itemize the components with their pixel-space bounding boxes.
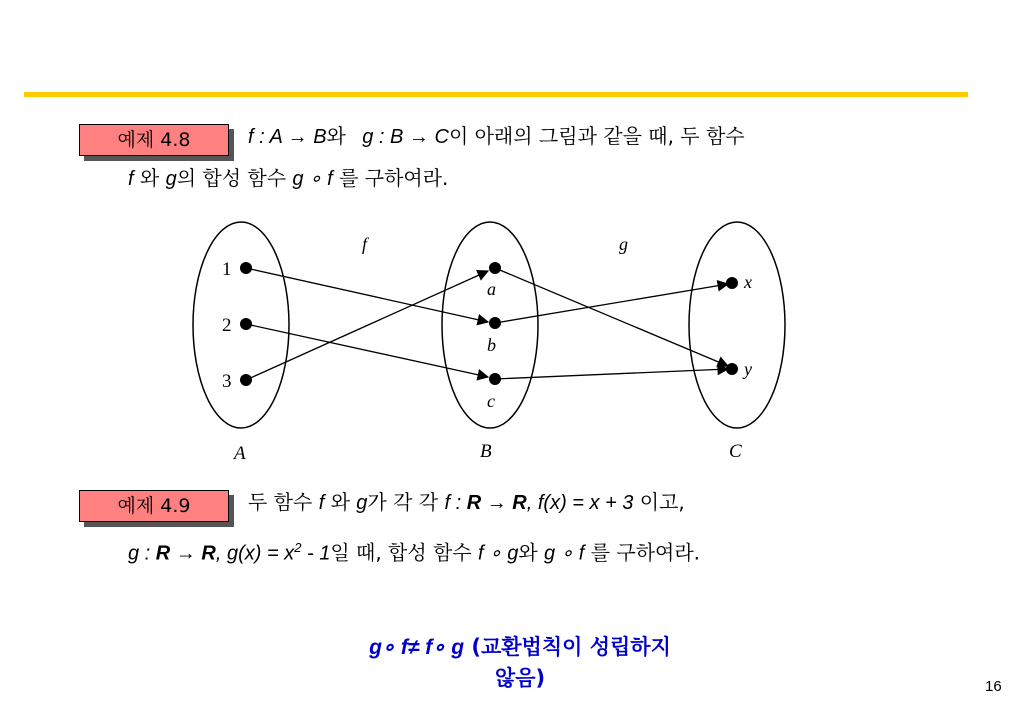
line-2-end: 를 구하여라. — [584, 540, 701, 565]
particle: 와 — [133, 166, 166, 190]
line-2-end: 를 구하여라. — [332, 166, 449, 190]
elem-y: y — [744, 359, 752, 379]
f-symbol: f — [318, 492, 325, 514]
particle: 와 — [324, 490, 357, 514]
note-math: g∘ f≠ f∘ g — [369, 636, 465, 659]
particle: 와 — [518, 540, 545, 565]
elem-x: x — [744, 272, 752, 292]
f-definition: , f(x) = x + 3 — [526, 492, 634, 514]
elem-b: b — [487, 335, 496, 355]
f-mapping: f : A → B — [248, 126, 327, 148]
dot-2 — [240, 318, 252, 330]
arrow-symbol: → — [170, 542, 202, 565]
reals-symbol: R — [512, 492, 527, 514]
dot-a — [489, 262, 501, 274]
exponent: 2 — [294, 540, 302, 555]
badge-label: 예제 4.8 — [79, 124, 229, 156]
elem-a: a — [487, 279, 496, 299]
note-line-2: 않음) — [494, 666, 546, 690]
set-a-label: A — [234, 443, 246, 464]
dot-y — [726, 363, 738, 375]
func-f-label: f — [362, 234, 368, 254]
elem-1: 1 — [222, 259, 232, 280]
dot-3 — [240, 374, 252, 386]
arrow-1-to-b — [246, 268, 488, 322]
particle: 와 — [326, 124, 346, 148]
dot-c — [489, 373, 501, 385]
g-symbol: g — [165, 168, 177, 190]
arrow-2-to-c — [246, 324, 488, 377]
g-definition-tail: - 1 — [301, 542, 331, 565]
reals-symbol: R — [201, 542, 216, 565]
note-text-1: (교환법칙이 성립하지 — [471, 635, 671, 659]
f-colon: f : — [444, 492, 467, 514]
example-4-9-line-1 — [248, 490, 685, 515]
line-1-rest: 이 아래의 그림과 같을 때, 두 함수 — [448, 124, 745, 148]
elem-c: c — [487, 391, 495, 411]
elem-2: 2 — [222, 315, 232, 336]
set-c-label: C — [729, 441, 742, 462]
note-line-1 — [300, 632, 740, 663]
g-symbol: g — [356, 492, 368, 514]
dot-b — [489, 317, 501, 329]
line-1-start: 두 함수 — [248, 490, 319, 514]
g-definition: , g(x) = x — [215, 542, 295, 565]
arrow-c-to-y — [495, 369, 728, 379]
composition-gof: g ∘ f — [292, 168, 333, 190]
composition-gof: g ∘ f — [544, 542, 585, 565]
f-symbol: f — [128, 168, 134, 190]
dot-x — [726, 277, 738, 289]
dot-1 — [240, 262, 252, 274]
func-g-label: g — [619, 234, 628, 254]
page-number: 16 — [985, 678, 1002, 695]
commutativity-note — [300, 632, 740, 693]
g-colon: g : — [128, 542, 156, 565]
set-c-ellipse — [689, 222, 785, 428]
example-4-9-line-2 — [128, 536, 700, 566]
example-4-9-badge — [79, 490, 229, 524]
arrow-symbol: → — [481, 492, 513, 514]
arrow-3-to-a — [246, 271, 488, 380]
particle: 이고, — [633, 490, 685, 514]
badge-label: 예제 4.9 — [79, 490, 229, 522]
set-b-label: B — [480, 441, 492, 462]
line-2-mid: 의 합성 함수 — [176, 166, 293, 190]
line-2-mid: 일 때, 합성 함수 — [330, 540, 479, 565]
reals-symbol: R — [155, 542, 171, 565]
g-mapping: g : B → C — [362, 126, 449, 148]
particle: 가 각 각 — [367, 490, 445, 514]
elem-3: 3 — [222, 371, 232, 392]
reals-symbol: R — [466, 492, 482, 514]
composition-fog: f ∘ g — [478, 542, 519, 565]
